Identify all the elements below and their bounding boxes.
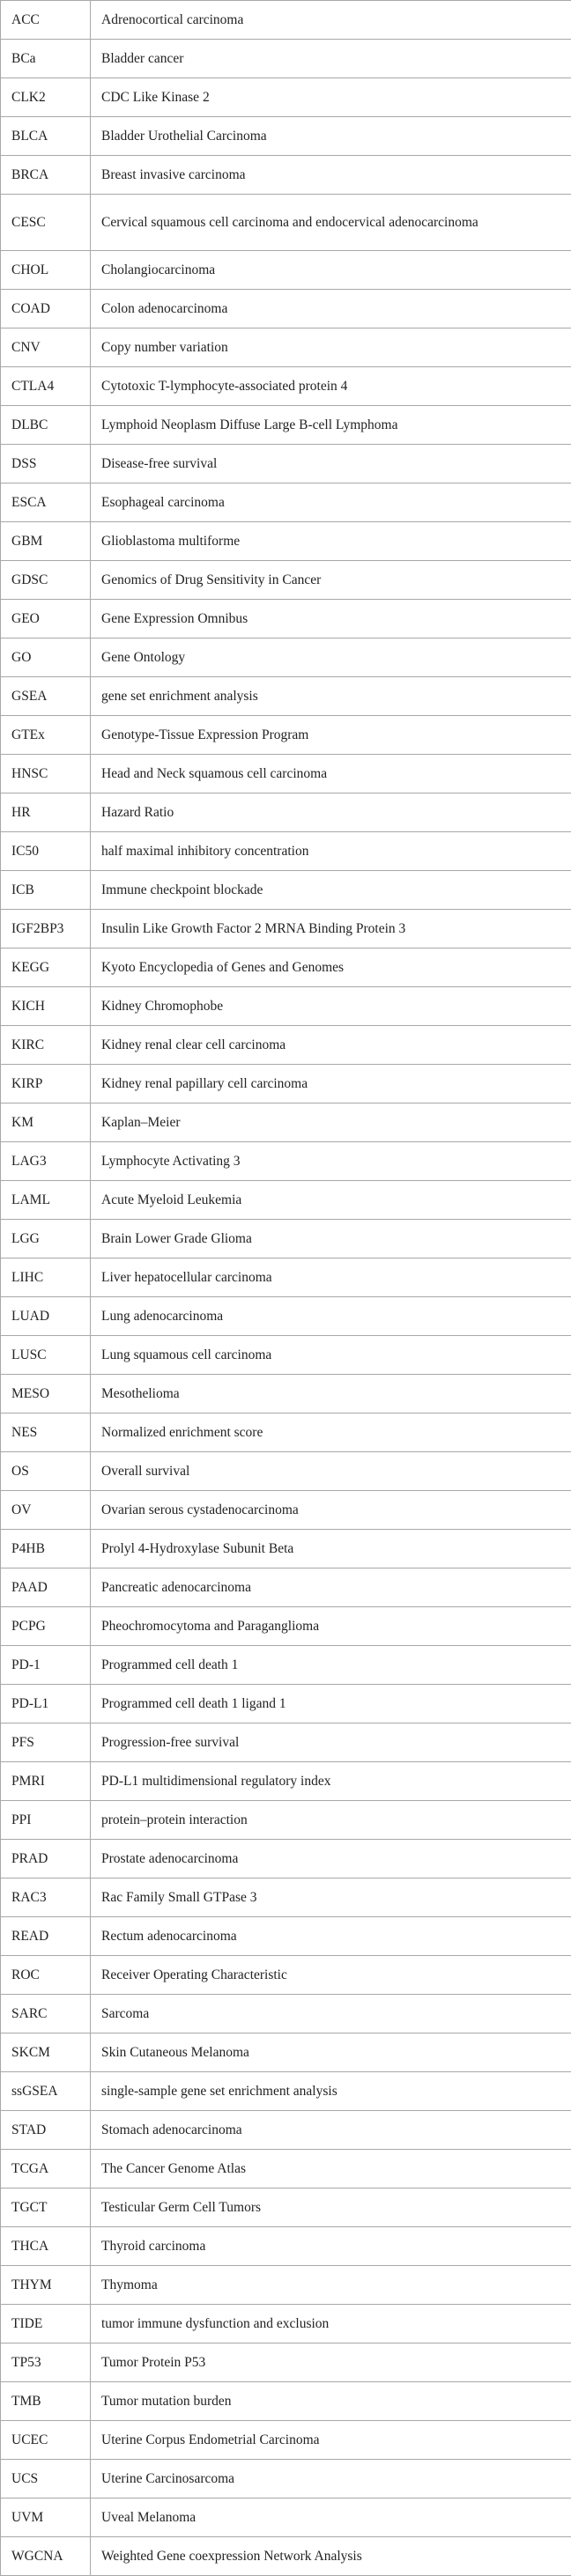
abbreviation-cell: OV bbox=[1, 1491, 91, 1530]
table-row bbox=[1, 600, 571, 638]
table-row bbox=[1, 195, 571, 251]
table-row bbox=[1, 561, 571, 600]
abbreviation-cell: BCa bbox=[1, 40, 91, 78]
definition-cell: Kidney Chromophobe bbox=[91, 987, 571, 1026]
definition-cell: Tumor Protein P53 bbox=[91, 2343, 571, 2382]
table-row bbox=[1, 755, 571, 793]
abbreviation-cell: NES bbox=[1, 1413, 91, 1452]
table-row bbox=[1, 1878, 571, 1917]
abbreviation-cell: SKCM bbox=[1, 2033, 91, 2072]
abbreviation-cell: PCPG bbox=[1, 1607, 91, 1646]
table-row bbox=[1, 2188, 571, 2227]
table-row bbox=[1, 483, 571, 522]
definition-cell: Programmed cell death 1 ligand 1 bbox=[91, 1685, 571, 1723]
definition-cell: Colon adenocarcinoma bbox=[91, 290, 571, 328]
abbreviation-cell: CTLA4 bbox=[1, 367, 91, 406]
abbreviation-cell: THCA bbox=[1, 2227, 91, 2266]
table-row bbox=[1, 1065, 571, 1103]
table-row bbox=[1, 2537, 571, 2576]
table-row bbox=[1, 2033, 571, 2072]
table-row bbox=[1, 1452, 571, 1491]
abbreviation-cell: READ bbox=[1, 1917, 91, 1956]
table-row bbox=[1, 871, 571, 910]
abbreviation-cell: COAD bbox=[1, 290, 91, 328]
table-row bbox=[1, 156, 571, 195]
definition-cell: Disease-free survival bbox=[91, 445, 571, 483]
abbreviation-cell: MESO bbox=[1, 1375, 91, 1413]
definition-cell: Tumor mutation burden bbox=[91, 2382, 571, 2421]
definition-cell: Genomics of Drug Sensitivity in Cancer bbox=[91, 561, 571, 600]
definition-cell: Pheochromocytoma and Paraganglioma bbox=[91, 1607, 571, 1646]
definition-cell: Lymphocyte Activating 3 bbox=[91, 1142, 571, 1181]
table-row bbox=[1, 40, 571, 78]
definition-cell: Stomach adenocarcinoma bbox=[91, 2111, 571, 2150]
abbreviation-cell: GBM bbox=[1, 522, 91, 561]
definition-cell: Progression-free survival bbox=[91, 1723, 571, 1762]
abbreviation-cell: HNSC bbox=[1, 755, 91, 793]
table-row bbox=[1, 1762, 571, 1801]
abbreviation-cell: TGCT bbox=[1, 2188, 91, 2227]
abbreviation-cell: TCGA bbox=[1, 2150, 91, 2188]
table-row bbox=[1, 251, 571, 290]
abbreviation-cell: GSEA bbox=[1, 677, 91, 716]
definition-cell: Insulin Like Growth Factor 2 MRNA Binding Protein 3 bbox=[91, 910, 571, 948]
table-row bbox=[1, 1142, 571, 1181]
definition-cell: Receiver Operating Characteristic bbox=[91, 1956, 571, 1995]
abbreviation-cell: KIRP bbox=[1, 1065, 91, 1103]
definition-cell: Adrenocortical carcinoma bbox=[91, 1, 571, 40]
abbreviation-cell: BRCA bbox=[1, 156, 91, 195]
abbreviation-cell: OS bbox=[1, 1452, 91, 1491]
abbreviation-cell: PAAD bbox=[1, 1568, 91, 1607]
definition-cell: Prostate adenocarcinoma bbox=[91, 1840, 571, 1878]
abbreviation-cell: GO bbox=[1, 638, 91, 677]
abbreviation-cell: IGF2BP3 bbox=[1, 910, 91, 948]
table-row bbox=[1, 328, 571, 367]
table-row bbox=[1, 78, 571, 117]
definition-cell: Breast invasive carcinoma bbox=[91, 156, 571, 195]
abbreviation-cell: LUSC bbox=[1, 1336, 91, 1375]
abbreviation-cell: UVM bbox=[1, 2498, 91, 2537]
abbreviation-cell: DLBC bbox=[1, 406, 91, 445]
table-row bbox=[1, 2150, 571, 2188]
definition-cell: Kidney renal papillary cell carcinoma bbox=[91, 1065, 571, 1103]
table-row bbox=[1, 948, 571, 987]
table-row bbox=[1, 1917, 571, 1956]
abbreviation-cell: LAML bbox=[1, 1181, 91, 1220]
abbreviation-cell: ssGSEA bbox=[1, 2072, 91, 2111]
abbreviation-cell: PD-L1 bbox=[1, 1685, 91, 1723]
definition-cell: Mesothelioma bbox=[91, 1375, 571, 1413]
table-row bbox=[1, 2111, 571, 2150]
table-row bbox=[1, 910, 571, 948]
table-row bbox=[1, 1258, 571, 1297]
abbreviation-cell: TIDE bbox=[1, 2305, 91, 2343]
definition-cell: Glioblastoma multiforme bbox=[91, 522, 571, 561]
table-row bbox=[1, 406, 571, 445]
abbreviation-cell: SARC bbox=[1, 1995, 91, 2033]
table-row bbox=[1, 1220, 571, 1258]
abbreviation-cell: ICB bbox=[1, 871, 91, 910]
abbreviation-cell: GEO bbox=[1, 600, 91, 638]
table-row bbox=[1, 1181, 571, 1220]
abbreviation-cell: P4HB bbox=[1, 1530, 91, 1568]
definition-cell: Prolyl 4-Hydroxylase Subunit Beta bbox=[91, 1530, 571, 1568]
abbreviation-cell: THYM bbox=[1, 2266, 91, 2305]
table-row bbox=[1, 1995, 571, 2033]
table-row bbox=[1, 677, 571, 716]
table-row bbox=[1, 1297, 571, 1336]
table-row bbox=[1, 2227, 571, 2266]
table-row bbox=[1, 832, 571, 871]
definition-cell: Kyoto Encyclopedia of Genes and Genomes bbox=[91, 948, 571, 987]
table-row bbox=[1, 1413, 571, 1452]
table-row bbox=[1, 1336, 571, 1375]
definition-cell: single-sample gene set enrichment analysis bbox=[91, 2072, 571, 2111]
definition-cell: Bladder Urothelial Carcinoma bbox=[91, 117, 571, 156]
abbreviation-cell: CHOL bbox=[1, 251, 91, 290]
definition-cell: Bladder cancer bbox=[91, 40, 571, 78]
abbreviation-cell: HR bbox=[1, 793, 91, 832]
table-row bbox=[1, 1103, 571, 1142]
definition-cell: Thyroid carcinoma bbox=[91, 2227, 571, 2266]
definition-cell: Rectum adenocarcinoma bbox=[91, 1917, 571, 1956]
definition-cell: Sarcoma bbox=[91, 1995, 571, 2033]
definition-cell: gene set enrichment analysis bbox=[91, 677, 571, 716]
abbreviations-table-body bbox=[1, 1, 571, 2576]
definition-cell: Gene Expression Omnibus bbox=[91, 600, 571, 638]
table-row bbox=[1, 290, 571, 328]
definition-cell: Weighted Gene coexpression Network Analysis bbox=[91, 2537, 571, 2576]
definition-cell: Thymoma bbox=[91, 2266, 571, 2305]
definition-cell: half maximal inhibitory concentration bbox=[91, 832, 571, 871]
definition-cell: Kaplan–Meier bbox=[91, 1103, 571, 1142]
definition-cell: PD-L1 multidimensional regulatory index bbox=[91, 1762, 571, 1801]
abbreviation-cell: CESC bbox=[1, 195, 91, 251]
table-row bbox=[1, 2343, 571, 2382]
definition-cell: Cytotoxic T-lymphocyte-associated protein 4 bbox=[91, 367, 571, 406]
definition-cell: Acute Myeloid Leukemia bbox=[91, 1181, 571, 1220]
table-row bbox=[1, 1026, 571, 1065]
definition-cell: Uterine Carcinosarcoma bbox=[91, 2460, 571, 2498]
abbreviation-cell: LUAD bbox=[1, 1297, 91, 1336]
abbreviation-cell: WGCNA bbox=[1, 2537, 91, 2576]
definition-cell: tumor immune dysfunction and exclusion bbox=[91, 2305, 571, 2343]
definition-cell: Pancreatic adenocarcinoma bbox=[91, 1568, 571, 1607]
definition-cell: Genotype-Tissue Expression Program bbox=[91, 716, 571, 755]
abbreviation-cell: DSS bbox=[1, 445, 91, 483]
definition-cell: Ovarian serous cystadenocarcinoma bbox=[91, 1491, 571, 1530]
abbreviation-cell: RAC3 bbox=[1, 1878, 91, 1917]
table-row bbox=[1, 1685, 571, 1723]
abbreviation-cell: BLCA bbox=[1, 117, 91, 156]
definition-cell: Gene Ontology bbox=[91, 638, 571, 677]
definition-cell: Uterine Corpus Endometrial Carcinoma bbox=[91, 2421, 571, 2460]
definition-cell: Hazard Ratio bbox=[91, 793, 571, 832]
abbreviation-cell: KICH bbox=[1, 987, 91, 1026]
table-row bbox=[1, 2460, 571, 2498]
abbreviation-cell: UCEC bbox=[1, 2421, 91, 2460]
table-row bbox=[1, 2382, 571, 2421]
abbreviation-cell: PFS bbox=[1, 1723, 91, 1762]
table-row bbox=[1, 2498, 571, 2537]
abbreviation-cell: ESCA bbox=[1, 483, 91, 522]
table-row bbox=[1, 987, 571, 1026]
definition-cell: Overall survival bbox=[91, 1452, 571, 1491]
table-row bbox=[1, 445, 571, 483]
table-row bbox=[1, 1956, 571, 1995]
definition-cell: Rac Family Small GTPase 3 bbox=[91, 1878, 571, 1917]
table-row bbox=[1, 1491, 571, 1530]
abbreviation-cell: CNV bbox=[1, 328, 91, 367]
table-row bbox=[1, 2266, 571, 2305]
abbreviation-cell: KEGG bbox=[1, 948, 91, 987]
definition-cell: Uveal Melanoma bbox=[91, 2498, 571, 2537]
definition-cell: Immune checkpoint blockade bbox=[91, 871, 571, 910]
definition-cell: Esophageal carcinoma bbox=[91, 483, 571, 522]
table-row bbox=[1, 638, 571, 677]
table-row bbox=[1, 1530, 571, 1568]
abbreviation-cell: ACC bbox=[1, 1, 91, 40]
definition-cell: Cervical squamous cell carcinoma and endocervical adenocarcinoma bbox=[91, 195, 571, 251]
definition-cell: Brain Lower Grade Glioma bbox=[91, 1220, 571, 1258]
definition-cell: Head and Neck squamous cell carcinoma bbox=[91, 755, 571, 793]
abbreviation-cell: UCS bbox=[1, 2460, 91, 2498]
table-row bbox=[1, 117, 571, 156]
abbreviation-cell: GTEx bbox=[1, 716, 91, 755]
definition-cell: Lymphoid Neoplasm Diffuse Large B-cell Lymphoma bbox=[91, 406, 571, 445]
table-row bbox=[1, 1607, 571, 1646]
abbreviation-cell: PRAD bbox=[1, 1840, 91, 1878]
abbreviation-cell: GDSC bbox=[1, 561, 91, 600]
definition-cell: CDC Like Kinase 2 bbox=[91, 78, 571, 117]
table-row bbox=[1, 367, 571, 406]
abbreviation-cell: LIHC bbox=[1, 1258, 91, 1297]
table-row bbox=[1, 2421, 571, 2460]
definition-cell: Testicular Germ Cell Tumors bbox=[91, 2188, 571, 2227]
abbreviation-cell: LGG bbox=[1, 1220, 91, 1258]
table-row bbox=[1, 1, 571, 40]
definition-cell: Programmed cell death 1 bbox=[91, 1646, 571, 1685]
table-row bbox=[1, 1646, 571, 1685]
definition-cell: Lung squamous cell carcinoma bbox=[91, 1336, 571, 1375]
abbreviation-cell: KM bbox=[1, 1103, 91, 1142]
definition-cell: Lung adenocarcinoma bbox=[91, 1297, 571, 1336]
table-row bbox=[1, 2305, 571, 2343]
table-row bbox=[1, 1375, 571, 1413]
table-row bbox=[1, 1568, 571, 1607]
definition-cell: Liver hepatocellular carcinoma bbox=[91, 1258, 571, 1297]
table-row bbox=[1, 716, 571, 755]
definition-cell: Normalized enrichment score bbox=[91, 1413, 571, 1452]
abbreviation-cell: PMRI bbox=[1, 1762, 91, 1801]
definition-cell: Kidney renal clear cell carcinoma bbox=[91, 1026, 571, 1065]
abbreviation-cell: KIRC bbox=[1, 1026, 91, 1065]
definition-cell: Cholangiocarcinoma bbox=[91, 251, 571, 290]
abbreviation-cell: CLK2 bbox=[1, 78, 91, 117]
abbreviation-cell: TMB bbox=[1, 2382, 91, 2421]
table-row bbox=[1, 1801, 571, 1840]
definition-cell: Copy number variation bbox=[91, 328, 571, 367]
abbreviation-cell: IC50 bbox=[1, 832, 91, 871]
table-row bbox=[1, 2072, 571, 2111]
abbreviation-cell: STAD bbox=[1, 2111, 91, 2150]
abbreviation-cell: PD-1 bbox=[1, 1646, 91, 1685]
abbreviation-cell: LAG3 bbox=[1, 1142, 91, 1181]
abbreviation-cell: ROC bbox=[1, 1956, 91, 1995]
definition-cell: Skin Cutaneous Melanoma bbox=[91, 2033, 571, 2072]
abbreviation-cell: TP53 bbox=[1, 2343, 91, 2382]
definition-cell: protein–protein interaction bbox=[91, 1801, 571, 1840]
table-row bbox=[1, 522, 571, 561]
table-row bbox=[1, 793, 571, 832]
abbreviation-cell: PPI bbox=[1, 1801, 91, 1840]
definition-cell: The Cancer Genome Atlas bbox=[91, 2150, 571, 2188]
table-row bbox=[1, 1723, 571, 1762]
table-row bbox=[1, 1840, 571, 1878]
